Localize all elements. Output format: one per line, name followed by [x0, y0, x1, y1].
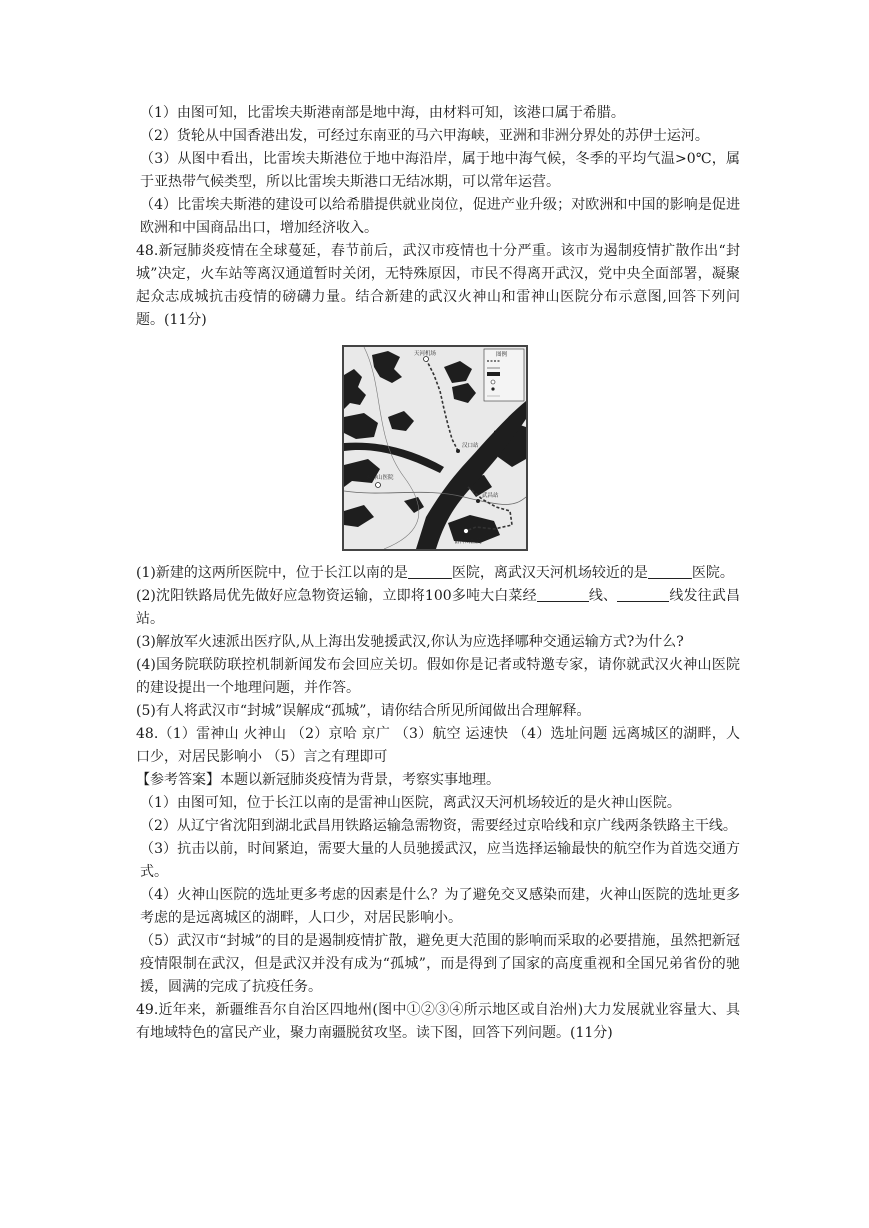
wuchang-marker: [476, 499, 480, 503]
wuhan-hospital-map: [342, 345, 528, 551]
answer-line-3: （3）从图中看出，比雷埃夫斯港位于地中海沿岸，属于地中海气候，冬季的平均气温>0℃，属于亚热带气候类型，所以比雷埃夫斯港口无结冰期，可以常年运营。: [140, 151, 740, 190]
airport-marker: [424, 357, 429, 362]
sub2-part-c: 线发往武昌站。: [136, 588, 740, 627]
sub1-part-b: 医院，离武汉天河机场较近的是: [451, 565, 648, 581]
hankou-marker: [456, 449, 460, 453]
reference-item-5: （5）武汉市“封城”的目的是遏制疫情扩散，避免更大范围的影响而采取的必要措施，虽然把新冠疫情限制在武汉，但是武汉并没有成为“孤城”，而是得到了国家的高度重视和全国兄弟省份的驰援，圆满的完成了抗疫任务。: [140, 933, 740, 995]
reference-label: 【参考答案】: [136, 772, 220, 788]
map-label-leishenshan: 雷神山医院: [454, 539, 482, 545]
reference-answer: [136, 769, 740, 792]
question-48-stem: 48.新冠肺炎疫情在全球蔓延，春节前后，武汉市疫情也十分严重。该市为遏制疫情扩散作出“封城”决定，火车站等离汉通道暂时关闭，无特殊原因，市民不得离开武汉，党中央全面部署，凝聚起众志成城抗击疫情的磅礴力量。结合新建的武汉火神山和雷神山医院分布示意图,回答下列问题。(11分): [136, 243, 740, 328]
reference-item-2: （2）从辽宁省沈阳到湖北武昌用铁路运输急需物资，需要经过京哈线和京广线两条铁路主干线。: [140, 818, 737, 834]
reference-text: 本题以新冠肺炎疫情为背景，考察实事地理。: [220, 772, 500, 788]
question-48-sub-3: (3)解放军火速派出医疗队,从上海出发驰援武汉,你认为应选择哪种交通运输方式?为什么?: [136, 634, 684, 650]
huoshenshan-marker: [376, 483, 381, 488]
answer-line-2: （2）货轮从中国香港出发，可经过东南亚的马六甲海峡，亚洲和非洲分界处的苏伊士运河。: [140, 128, 709, 144]
blank-4: [617, 587, 669, 602]
reference-item-1: （1）由图可知，位于长江以南的是雷神山医院，离武汉天河机场较近的是火神山医院。: [140, 795, 681, 811]
question-48-answer: 48.（1）雷神山 火神山 （2）京哈 京广 （3）航空 运速快 （4）选址问题 远离城区的湖畔，人口少，对居民影响小 （5）言之有理即可: [136, 726, 740, 765]
map-legend: [484, 349, 524, 401]
lower-text-block: [136, 562, 740, 1045]
sub1-part-a: (1)新建的这两所医院中，位于长江以南的是: [136, 565, 408, 581]
reference-item-4: （4）火神山医院的选址更多考虑的因素是什么？为了避免交叉感染而建，火神山医院的选址更多考虑的是远离城区的湖畔，人口少，对居民影响小。: [140, 887, 740, 926]
map-graphic: [344, 347, 526, 549]
sub2-part-a: (2)沈阳铁路局优先做好应急物资运输，立即将100多吨大白菜经: [136, 588, 537, 604]
sub1-part-c: 医院。: [691, 565, 734, 581]
reference-item-3: （3）抗击以前，时间紧迫，需要大量的人员驰援武汉，应当选择运输最快的航空作为首选交通方式。: [140, 841, 740, 880]
sub2-part-b: 线、: [588, 588, 618, 604]
answer-line-4: （4）比雷埃夫斯港的建设可以给希腊提供就业岗位，促进产业升级；对欧洲和中国的影响是促进欧洲和中国商品出口，增加经济收入。: [140, 197, 740, 236]
legend-title: 图例: [496, 352, 508, 358]
top-answer-block: [136, 102, 740, 332]
blank-1: [408, 564, 452, 579]
map-label-wuchang: 武昌站: [482, 493, 499, 499]
question-48-sub-5: (5)有人将武汉市“封城”误解成“孤城”，请你结合所见所闻做出合理解释。: [136, 703, 591, 719]
map-label-huoshenshan: 火神山医院: [366, 475, 394, 481]
question-48-sub-2: [136, 585, 740, 631]
map-label-airport: 天河机场: [414, 351, 437, 357]
blank-2: [648, 564, 692, 579]
answer-line-1: （1）由图可知，比雷埃夫斯港南部是地中海，由材料可知，该港口属于希腊。: [140, 105, 625, 121]
map-label-hankou: 汉口站: [462, 443, 479, 449]
question-49-stem: 49.近年来，新疆维吾尔自治区四地州(图中①②③④所示地区或自治州)大力发展就业容量大、具有地域特色的富民产业，聚力南疆脱贫攻坚。读下图，回答下列问题。(11分): [136, 1002, 740, 1041]
blank-3: [537, 587, 589, 602]
question-48-sub-1: [136, 562, 740, 585]
leishenshan-marker: [464, 529, 469, 534]
question-48-sub-4: (4)国务院联防联控机制新闻发布会回应关切。假如你是记者或特邀专家，请你就武汉火神山医院的建设提出一个地理问题，并作答。: [136, 657, 740, 696]
